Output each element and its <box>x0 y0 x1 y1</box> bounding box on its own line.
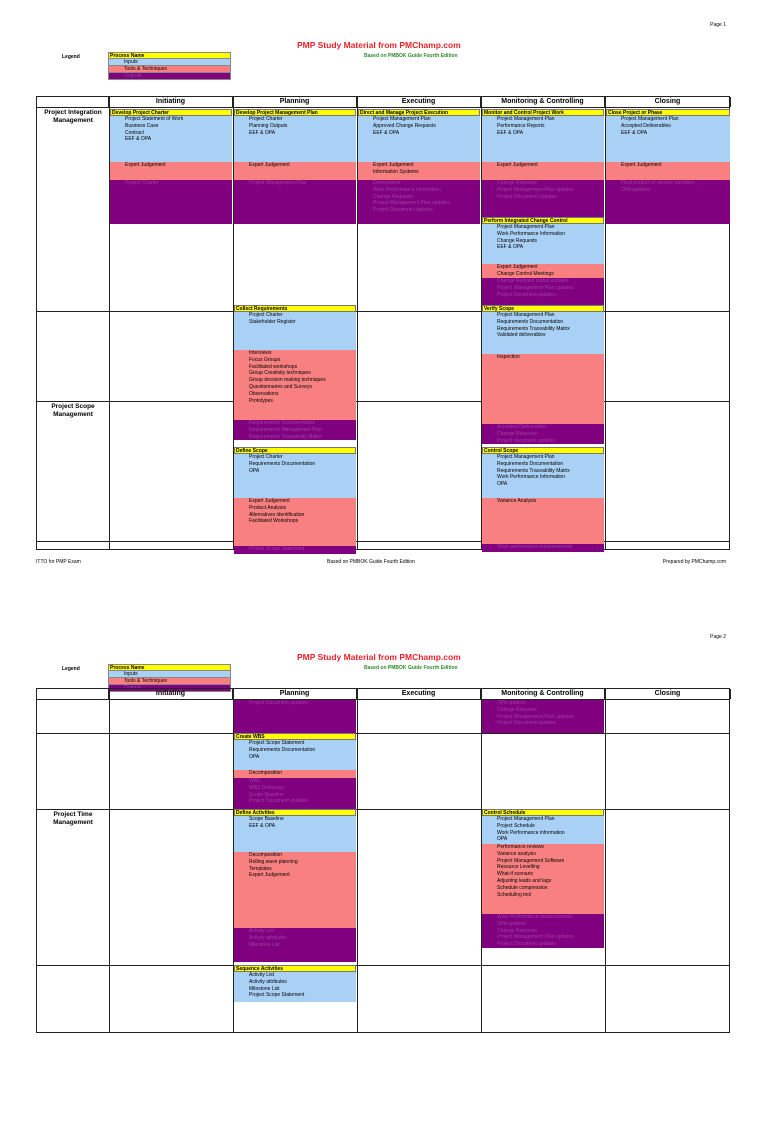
column-header: Closing <box>605 689 731 699</box>
input-item: OPA <box>249 753 260 760</box>
tool-item: Focus Groups <box>249 356 281 363</box>
footer-right: Prepared by PMChamp.com <box>662 559 726 565</box>
carry-over-outputs <box>234 700 356 733</box>
input-item: Scope Baseline <box>249 816 284 822</box>
footer-center: Based on PMBOK Guide Fourth Edition <box>327 559 415 565</box>
tool-item: Expert Judgement <box>249 872 290 879</box>
inputs-section <box>606 116 730 162</box>
row-divider <box>37 699 729 700</box>
inputs-section <box>234 972 356 1002</box>
itto-grid <box>36 688 730 1033</box>
output-item: OPA updates <box>497 700 527 706</box>
process-name: Create WBS <box>234 733 356 740</box>
output-item: Requirements Documentation <box>249 420 316 426</box>
process-name: Perform Integrated Change Control <box>482 217 604 224</box>
tools-section <box>482 498 604 544</box>
input-item: Validated deliverables <box>497 332 546 339</box>
process-block <box>358 109 480 224</box>
output-item: Final product or service transition <box>621 180 695 186</box>
input-item: Project Management Plan <box>497 116 555 122</box>
output-item: Change Requests <box>497 706 538 713</box>
row-divider <box>37 401 729 402</box>
output-item: Project document updates <box>497 437 556 444</box>
tool-item: Decomposition <box>249 852 283 858</box>
output-item: Activity attributes <box>249 934 287 941</box>
output-item: Project Management Plan updates <box>373 200 450 207</box>
input-item: Activity List <box>249 972 275 978</box>
process-block <box>234 733 356 814</box>
process-block <box>606 109 730 224</box>
tools-section <box>234 852 356 928</box>
outputs-section <box>482 278 604 306</box>
page-number: Page 1 <box>710 22 726 28</box>
output-item: Change Requests <box>373 193 414 200</box>
process-block <box>234 965 356 1002</box>
tool-item: Product Analysis <box>249 504 286 511</box>
inputs-section <box>482 312 604 354</box>
input-item: EEF & OPA <box>497 244 524 251</box>
row-divider <box>37 107 729 108</box>
tool-item: Scheduling tool <box>497 891 532 898</box>
process-name: Control Scope <box>482 447 604 454</box>
input-item: Project Statement of Work <box>125 116 184 122</box>
process-block <box>110 109 232 224</box>
tools-section <box>358 162 480 180</box>
output-item: Accepted Deliverables <box>497 424 547 430</box>
process-name: Sequence Activities <box>234 965 356 972</box>
input-item: Activity attributes <box>249 978 287 985</box>
inputs-section <box>234 454 356 498</box>
tool-item: What-if scenario <box>497 871 534 878</box>
outputs-section <box>234 420 356 440</box>
tool-item: Questionnaires and Surveys <box>249 383 312 390</box>
input-item: EEF & OPA <box>249 129 276 136</box>
output-item: Requirements Management Plan <box>249 426 323 433</box>
input-item: Work Performance Information <box>497 474 565 481</box>
input-item: Business Case <box>125 122 159 129</box>
input-item: Project Management Plan <box>497 224 555 230</box>
knowledge-area-label: Project Time Management <box>53 811 93 826</box>
process-block <box>234 109 356 224</box>
input-item: EEF & OPA <box>621 129 648 136</box>
process-name: Collect Requirements <box>234 305 356 312</box>
output-item: OPA updates <box>497 920 527 927</box>
tools-section <box>110 162 232 180</box>
column-header-blank <box>37 97 109 107</box>
process-block <box>482 809 604 948</box>
outputs-section <box>358 180 480 224</box>
column-divider <box>357 689 358 1032</box>
input-item: Change Requests <box>497 237 538 244</box>
inputs-section <box>482 224 604 264</box>
row-divider <box>37 541 729 542</box>
process-name: Verify Scope <box>482 305 604 312</box>
input-item: Project Charter <box>249 116 283 122</box>
outputs-section <box>606 180 730 224</box>
output-item: Project Management Plan updates <box>497 934 574 941</box>
output-item: Project Management Plan updates <box>497 713 574 720</box>
input-item: Work Performance Information <box>497 230 565 237</box>
column-header: Initiating <box>109 689 233 699</box>
process-name: Monitor and Control Project Work <box>482 109 604 116</box>
inputs-section <box>482 116 604 162</box>
tool-item: Inspection <box>497 354 520 360</box>
output-item: Project Document Updates <box>373 207 433 214</box>
tool-item: Project Management Software <box>497 857 565 864</box>
process-name: Define Scope <box>234 447 356 454</box>
input-item: Project Management Plan <box>497 312 555 318</box>
tool-item: Expert Judgement <box>621 162 662 168</box>
output-item: Change Requests <box>497 180 538 186</box>
inputs-section <box>234 816 356 852</box>
input-item: OPA <box>249 467 260 474</box>
input-item: Project Schedule <box>497 822 535 829</box>
input-item: OPA <box>497 481 508 488</box>
process-name: Close Project or Phase <box>606 109 730 116</box>
legend <box>108 52 231 80</box>
input-item: Approved Change Requests <box>373 122 436 129</box>
tools-section <box>482 844 604 914</box>
carry-over-outputs <box>482 700 604 733</box>
input-item: Project Management Plan <box>373 116 431 122</box>
column-header: Executing <box>357 689 481 699</box>
column-header: Monitoring & Controlling <box>481 689 605 699</box>
output-item: Work Performance measurements <box>497 914 574 920</box>
input-item: EEF & OPA <box>497 129 524 136</box>
tool-item: Performance reviews <box>497 844 544 850</box>
legend-item: Inputs <box>108 671 231 678</box>
output-item: Deliverables <box>373 180 401 186</box>
outputs-section <box>234 928 356 962</box>
outputs-section <box>482 700 604 733</box>
input-item: Performance Reports <box>497 122 545 129</box>
footer-left: ITTO for PMP Exam <box>36 559 81 565</box>
input-item: Contract <box>125 129 144 136</box>
process-block <box>482 217 604 306</box>
tool-item: Alternatives identification <box>249 511 305 518</box>
tool-item: Facilitated workshops <box>249 363 298 370</box>
outputs-section <box>110 180 232 224</box>
output-item: Project Document updates <box>249 700 308 706</box>
process-block <box>234 305 356 440</box>
process-block <box>482 305 604 444</box>
inputs-section <box>482 454 604 498</box>
tool-item: Observations <box>249 390 279 397</box>
document-title: PMP Study Material from PMChamp.com <box>297 652 461 662</box>
outputs-section <box>234 180 356 224</box>
tools-section <box>234 770 356 778</box>
outputs-section <box>482 544 604 552</box>
input-item: Project Management Plan <box>497 816 555 822</box>
column-header: Planning <box>233 689 357 699</box>
outputs-section <box>482 914 604 948</box>
inputs-section <box>110 116 232 162</box>
output-item: Work Performance Information <box>373 186 441 193</box>
inputs-section <box>234 312 356 350</box>
input-item: Requirements Documentation <box>497 460 564 467</box>
process-name: Control Schedule <box>482 809 604 816</box>
output-item: WBS Dictionary <box>249 784 285 791</box>
input-item: Requirements Documentation <box>249 746 316 753</box>
knowledge-area-label: Project Integration Management <box>44 109 102 124</box>
output-item: Change Requests <box>497 430 538 437</box>
input-item: Planning Outputs <box>249 122 288 129</box>
column-header: Initiating <box>109 97 233 107</box>
output-item: Project Document updates <box>497 941 556 948</box>
output-item: Project Scope Statement <box>249 546 305 552</box>
tool-item: Templates <box>249 865 272 872</box>
outputs-section <box>482 424 604 444</box>
output-item: Project Document updates <box>497 720 556 727</box>
tool-item: Variance Analysis <box>497 498 537 504</box>
process-name: Develop Project Charter <box>110 109 232 116</box>
output-item: Requirements Traceability Matrix <box>249 433 322 440</box>
input-item: EEF & OPA <box>373 129 400 136</box>
input-item: Requirements Documentation <box>497 318 564 325</box>
inputs-section <box>234 116 356 162</box>
document-title: PMP Study Material from PMChamp.com <box>297 40 461 50</box>
tools-section <box>234 162 356 180</box>
input-item: Project Charter <box>249 312 283 318</box>
tool-item: Schedule compression <box>497 884 548 891</box>
output-item: Milestone List <box>249 941 280 948</box>
input-item: Project Management Plan <box>621 116 679 122</box>
column-divider <box>109 689 110 1032</box>
row-divider <box>37 965 729 966</box>
tool-item: Adjusting leads and lags <box>497 877 552 884</box>
row-divider <box>37 311 729 312</box>
inputs-section <box>234 740 356 770</box>
input-item: Requirements Traceability Matrix <box>497 325 570 332</box>
output-item: Project Management Plan updates <box>497 284 574 291</box>
tool-item: Prototypes <box>249 397 273 404</box>
input-item: Project Scope Statement <box>249 992 305 999</box>
output-item: Scope Baseline <box>249 791 284 798</box>
legend-label: Legend <box>62 666 80 672</box>
tool-item: Rolling wave planning <box>249 858 298 865</box>
input-item: Project Charter <box>249 454 283 460</box>
output-item: Change Request status updates <box>497 278 569 284</box>
process-name: Define Activities <box>234 809 356 816</box>
output-item: Project Management Plan updates <box>497 186 574 193</box>
outputs-section <box>234 546 356 554</box>
input-item: Milestone List <box>249 985 280 992</box>
tools-section <box>482 162 604 180</box>
tools-section <box>482 264 604 278</box>
input-item: Stakeholder Register <box>249 318 296 325</box>
column-divider <box>605 689 606 1032</box>
inputs-section <box>482 816 604 844</box>
input-item: Requirements Traceability Matrix <box>497 467 570 474</box>
document-subtitle: Based on PMBOK Guide Fourth Edition <box>364 665 458 671</box>
document-subtitle: Based on PMBOK Guide Fourth Edition <box>364 53 458 59</box>
legend-item: Tools & Techniques <box>108 678 231 685</box>
row-divider <box>37 733 729 734</box>
tool-item: Interviews <box>249 350 272 356</box>
tool-item: Change Control Meetings <box>497 270 554 277</box>
tools-section <box>482 354 604 424</box>
page-2 <box>0 612 768 1124</box>
legend-item: Outputs <box>108 685 231 692</box>
process-block <box>234 447 356 554</box>
output-item: Project Document Updates <box>497 193 557 200</box>
tools-section <box>234 498 356 546</box>
itto-grid <box>36 96 730 550</box>
tool-item: Expert Judgement <box>249 498 290 504</box>
output-item: WBS <box>249 778 261 784</box>
tool-item: Decomposition <box>249 770 283 776</box>
tool-item: Variance analysis <box>497 850 536 857</box>
tool-item: Facilitated Workshops <box>249 518 299 525</box>
input-item: EEF & OPA <box>125 136 152 143</box>
output-item: Project Management Plan <box>249 180 307 186</box>
inputs-section <box>358 116 480 162</box>
tool-item: Expert Judgement <box>249 162 290 168</box>
tool-item: Expert Judgement <box>373 162 414 168</box>
output-item: Activity List <box>249 928 275 934</box>
outputs-section <box>234 700 356 733</box>
input-item: Project Scope Statement <box>249 740 305 746</box>
process-name: Develop Project Management Plan <box>234 109 356 116</box>
process-block <box>234 809 356 962</box>
column-header: Closing <box>605 97 731 107</box>
input-item: EEF & OPA <box>249 822 276 829</box>
input-item: Project Management Plan <box>497 454 555 460</box>
tool-item: Expert Judgement <box>497 264 538 270</box>
row-divider <box>37 809 729 810</box>
tool-item: Expert Judgement <box>125 162 166 168</box>
process-block <box>482 447 604 552</box>
knowledge-area-label: Project Scope Management <box>51 403 95 418</box>
tools-section <box>606 162 730 180</box>
column-header: Monitoring & Controlling <box>481 97 605 107</box>
output-item: Project Charter <box>125 180 159 186</box>
page-number: Page 2 <box>710 634 726 640</box>
output-item: Change Requests <box>497 927 538 934</box>
tools-section <box>234 350 356 420</box>
tool-item: Group decision making techniques <box>249 377 326 384</box>
process-name: Direct and Manage Project Execution <box>358 109 480 116</box>
legend-item: Process Name <box>108 52 231 59</box>
input-item: OPA <box>497 836 508 843</box>
input-item: Work Performance information <box>497 829 565 836</box>
output-item: OPA updates <box>621 186 651 193</box>
process-block <box>482 109 604 224</box>
column-header: Executing <box>357 97 481 107</box>
legend-item: Outputs <box>108 73 231 80</box>
column-header: Planning <box>233 97 357 107</box>
output-item: Project Document updates <box>497 291 556 298</box>
legend-item: Tools & Techniques <box>108 66 231 73</box>
output-item: Project Document updates <box>249 798 308 805</box>
legend-label: Legend <box>62 54 80 60</box>
tool-item: Expert Judgement <box>497 162 538 168</box>
legend-item: Process Name <box>108 664 231 671</box>
input-item: Requirements Documentation <box>249 460 316 467</box>
output-item: Work performance measurements <box>497 544 573 550</box>
tool-item: Group Creativity techniques <box>249 370 311 377</box>
input-item: Accepted Deliverables <box>621 122 671 129</box>
column-header-blank <box>37 689 109 699</box>
legend-item: Inputs <box>108 59 231 66</box>
tool-item: Resource Levelling <box>497 864 540 871</box>
tool-item: Information Systems <box>373 168 419 175</box>
